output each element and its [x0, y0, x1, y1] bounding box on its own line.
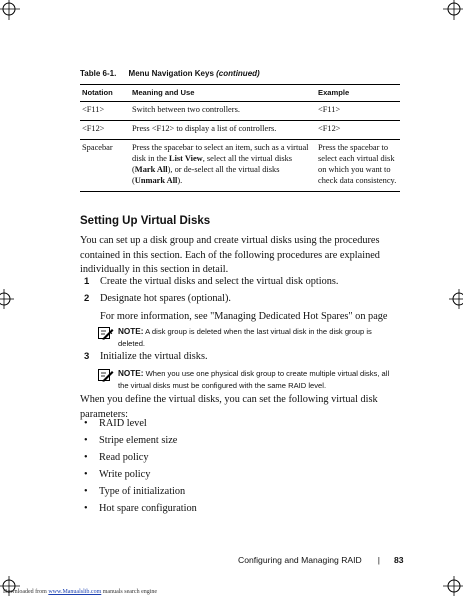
cell-meaning: Switch between two controllers.: [130, 102, 316, 121]
note-pencil-icon: [98, 327, 114, 344]
table-caption-title: Menu Navigation Keys: [128, 69, 214, 78]
cell-meaning: Press <F12> to display a list of controllers.: [130, 120, 316, 139]
list-item-text: Write policy: [99, 469, 151, 480]
list-item: • Read policy: [84, 452, 149, 463]
intro-paragraph: You can set up a disk group and create virtual disks using the procedures contained in this section. Each of the following procedures are explained individually in this section in detail.: [80, 235, 380, 275]
list-item: • Type of initialization: [84, 486, 186, 497]
menu-navigation-table: [80, 84, 400, 192]
registration-mark-icon: [0, 288, 18, 310]
list-item-text: RAID level: [99, 418, 147, 429]
table-row: [80, 102, 400, 121]
download-attribution: [3, 589, 157, 595]
note-label: NOTE:: [118, 369, 144, 378]
note-text: [118, 326, 398, 349]
cell-example: Press the spacebar to select each virtual disk on which you want to check data consistency.: [316, 139, 400, 191]
cell-meaning-text: Press the spacebar to select an item, such as a virtual disk in the: [132, 142, 309, 163]
column-header-notation: Notation: [80, 85, 130, 102]
list-item-text: Stripe element size: [99, 435, 178, 446]
list-item: • Hot spare configuration: [84, 503, 197, 514]
note-label: NOTE:: [118, 327, 144, 336]
page-number: 83: [393, 555, 404, 565]
table-caption-label: Table 6-1.: [80, 69, 117, 78]
cell-notation: Spacebar: [80, 139, 130, 191]
step-text: Designate hot spares (optional).: [100, 293, 231, 304]
cell-example: <F11>: [316, 102, 400, 121]
cell-example: <F12>: [316, 120, 400, 139]
registration-mark-icon: [445, 288, 463, 310]
list-item: • RAID level: [84, 418, 147, 429]
table-row: [80, 139, 400, 191]
step-number: 3: [84, 351, 90, 362]
cell-meaning-term-list-view: List View: [169, 153, 203, 163]
step-item: [84, 293, 231, 304]
column-header-example: Example: [316, 85, 400, 102]
cell-meaning-text: ), or de-select all the virtual disks (: [132, 164, 280, 185]
registration-mark-icon: [0, 0, 22, 22]
registration-mark-icon: [441, 0, 463, 22]
cell-notation: <F11>: [80, 102, 130, 121]
cell-meaning-text: , select all the virtual disks (: [132, 153, 293, 174]
table-caption: [80, 69, 260, 78]
step-text: Create the virtual disks and select the virtual disk options.: [100, 276, 339, 287]
list-item: • Stripe element size: [84, 435, 178, 446]
cell-meaning-text: ).: [177, 175, 183, 185]
step-item: [84, 276, 339, 287]
list-item: • Write policy: [84, 469, 151, 480]
column-header-meaning: Meaning and Use: [130, 85, 316, 102]
table-caption-continued: (continued): [216, 69, 260, 78]
section-heading: Setting Up Virtual Disks: [80, 215, 211, 227]
more-info-text: For more information, see "Managing Dedicated Hot Spares" on page: [100, 311, 388, 322]
table-row: [80, 120, 400, 139]
download-suffix: manuals search engine: [101, 589, 158, 595]
cell-notation: <F12>: [80, 120, 130, 139]
note-text: [118, 368, 398, 391]
note-body: A disk group is deleted when the last virtual disk in the disk group is deleted.: [118, 327, 372, 348]
note-block: [98, 368, 398, 391]
note-pencil-icon: [98, 369, 114, 386]
list-item-text: Read policy: [99, 452, 149, 463]
step-number: 2: [84, 293, 90, 304]
step-number: 1: [84, 276, 90, 287]
download-link[interactable]: www.Manualslib.com: [48, 589, 102, 595]
params-intro: When you define the virtual disks, you can set the following virtual disk parameters:: [80, 394, 378, 420]
note-block: [98, 326, 398, 349]
parameter-list: [84, 418, 197, 520]
download-prefix: Downloaded from: [3, 589, 49, 595]
step-text: Initialize the virtual disks.: [100, 351, 208, 362]
list-item-text: Type of initialization: [99, 486, 186, 497]
footer-chapter: Configuring and Managing RAID: [238, 555, 362, 565]
table-header-row: [80, 85, 400, 102]
step-item: [84, 351, 208, 362]
note-body: When you use one physical disk group to create multiple virtual disks, all the virtual disks must be configured with the same RAID level.: [118, 369, 390, 390]
cell-meaning: [130, 139, 316, 191]
cell-meaning-term-mark-all: Mark All: [134, 164, 168, 174]
page-footer: [238, 555, 404, 565]
cell-meaning-term-unmark-all: Unmark All: [134, 175, 178, 185]
footer-separator: |: [377, 555, 380, 565]
registration-mark-icon: [441, 574, 463, 596]
list-item-text: Hot spare configuration: [99, 503, 197, 514]
